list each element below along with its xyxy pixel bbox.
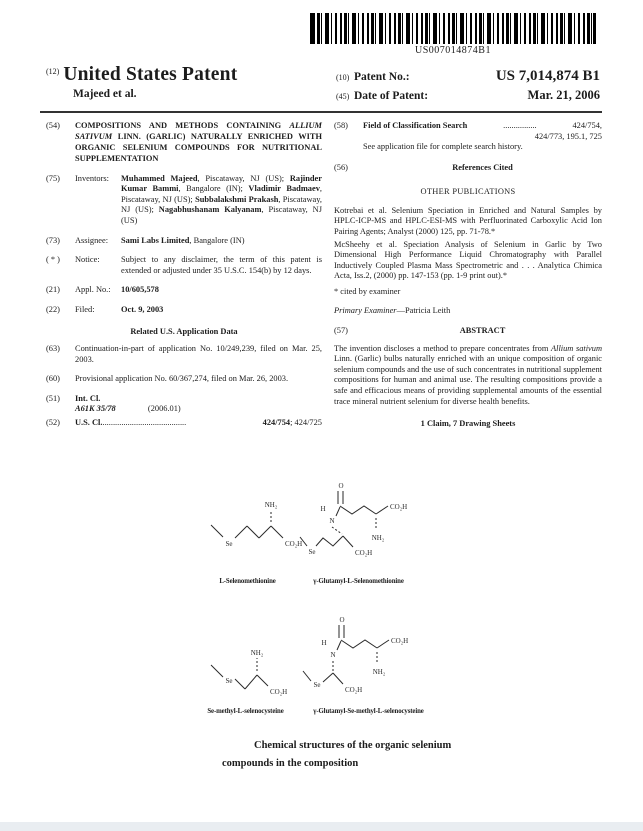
h-atom-label: H xyxy=(320,505,326,513)
title-latin-name: ALLIUM SATIVUM xyxy=(75,121,322,141)
structure-glutamyl-se-methyl-selenocysteine xyxy=(300,611,420,719)
kind-code-12: (12) xyxy=(46,67,60,76)
field-code-60: (60) xyxy=(46,374,60,384)
field-code-52: (52) xyxy=(46,417,60,427)
appl-no-number: 10/605,578 xyxy=(121,285,159,295)
structure-label-3: Se-methyl-L-selenocysteine xyxy=(207,708,284,715)
field-code-22: (22) xyxy=(46,304,60,314)
cip-entry xyxy=(46,344,322,365)
date-of-patent: Mar. 21, 2006 xyxy=(527,88,600,102)
date-of-patent-label: Date of Patent: xyxy=(354,90,429,102)
appl-no-label: Appl. No.: xyxy=(75,285,111,295)
co2h-atom-label: CO₂H xyxy=(270,688,288,696)
patent-header-right xyxy=(336,68,600,106)
field-code-10: (10) xyxy=(336,73,350,82)
co2h-atom-label: CO₂H xyxy=(345,686,363,694)
assignee-label: Assignee: xyxy=(75,235,109,245)
co2h-atom-label: CO₂H xyxy=(391,637,409,645)
page-edge xyxy=(0,822,643,831)
field-search-body xyxy=(363,121,602,153)
field-search-note: See application file for complete search history. xyxy=(363,142,523,152)
nh2-atom-label: NH₂ xyxy=(250,649,264,657)
nh2-atom-label: NH₂ xyxy=(264,501,278,509)
field-code-56: (56) xyxy=(334,162,348,172)
nh2-atom-label: NH₂ xyxy=(372,668,386,676)
inventor-name: Nagabhushanam Kalyanam xyxy=(158,205,262,215)
primary-examiner-line xyxy=(334,306,602,317)
us-cl-primary-class: 424/754 xyxy=(262,417,291,427)
int-cl-label: Int. Cl. xyxy=(75,393,101,403)
appl-no-value xyxy=(121,285,322,296)
o-atom-label: O xyxy=(338,482,344,490)
header-divider xyxy=(40,111,602,113)
co2h-atom-label: CO₂H xyxy=(285,540,303,548)
field-code-73: (73) xyxy=(46,235,60,245)
patent-header-left xyxy=(46,64,237,100)
co2h-atom-label: CO₂H xyxy=(390,503,408,511)
publication-1: Kotrebai et al. Selenium Speciation in Enriched and Natural Samples by HPLC-ICP-MS and HPLC-ESI-MS with Perfluorinated Carboxylic Acid Ion Pairing Agents; Analyst (2000) 125, pp. 71-78.* xyxy=(334,205,602,237)
field-code-54: (54) xyxy=(46,121,60,130)
structure-label-1: L-Selenomethionine xyxy=(219,578,276,585)
provisional-text: Provisional application No. 60/367,274, filed on Mar. 26, 2003. xyxy=(75,374,289,384)
us-cl-secondary-class: ; 424/725 xyxy=(290,417,322,427)
references-cited-row xyxy=(334,163,602,174)
field-code-45: (45) xyxy=(336,92,350,101)
notice-entry xyxy=(46,255,322,276)
patent-number: US 7,014,874 B1 xyxy=(495,68,600,84)
abstract-text xyxy=(334,344,602,407)
claims-drawing-line: 1 Claim, 7 Drawing Sheets xyxy=(420,419,516,429)
publication-2: McSheehy et al. Speciation Analysis of Selenium in Garlic by Two Dimensional High Performance Liquid Chromatography with Parallel Inductively Coupled Plasma Mass Spectrometric and . . . Analytica Chimica Acta, Iss.2, (2000) pp. 147-153 (pp. 1-9 print out).* xyxy=(334,239,602,281)
figure-caption-line2: compounds in the composition xyxy=(222,757,359,769)
field-code-63: (63) xyxy=(46,344,60,354)
structure-l-selenomethionine xyxy=(207,497,312,577)
title-text: COMPOSITIONS AND METHODS CONTAINING xyxy=(75,121,290,130)
us-cl-entry xyxy=(46,418,322,429)
abstract-post: Linn. (Garlic) bulbs naturally enriched with an unique composition of organic selenium compounds and the use of such concentrates in nutritional supplement compositions for human and animal use. The resulting compositions provide a safe and efficacious means of providing supplemental amounts of the essential trace mineral nutrient selenium for diverse health benefits. xyxy=(334,354,602,406)
barcode-image xyxy=(310,13,596,44)
invention-title xyxy=(75,121,322,165)
assignee-entry xyxy=(46,236,322,247)
cited-by-examiner: * cited by examiner xyxy=(334,286,401,296)
structure-label-2: γ-Glutamyl-L-Selenomethionine xyxy=(313,578,404,585)
cip-text: Continuation-in-part of application No. 10/249,239, filed on Mar. 25, 2003. xyxy=(75,344,322,364)
abstract-pre: The invention discloses a method to prepare concentrates from xyxy=(334,343,551,353)
references-cited-heading: References Cited xyxy=(452,162,513,172)
assignee-value xyxy=(121,236,322,247)
filed-label: Filed: xyxy=(75,304,95,314)
field-code-57: (57) xyxy=(334,326,348,336)
figure-caption-line1: Chemical structures of the organic selenium xyxy=(254,740,452,751)
title-text-cont: LINN. (GARLIC) NATURALLY ENRICHED WITH ORGANIC SELENIUM COMPOUNDS FOR NUTRITIONAL SUPPLEMENTATION xyxy=(75,131,322,163)
inventor-name: Vladimir Badmaev xyxy=(248,184,320,194)
field-code-51: (51) xyxy=(46,393,60,403)
int-cl-entry xyxy=(46,394,322,415)
field-search-entry xyxy=(334,121,602,153)
se-atom-label: Se xyxy=(225,677,233,685)
right-column xyxy=(334,121,602,430)
inventors-entry xyxy=(46,174,322,227)
inventor-location: , Bangalore (IN); xyxy=(178,184,249,194)
inventor-short-name: Majeed et al. xyxy=(73,88,137,100)
notice-text: Subject to any disclaimer, the term of this patent is extended or adjusted under 35 U.S.C. 154(b) by 12 days. xyxy=(121,255,322,275)
se-atom-label: Se xyxy=(225,540,233,548)
us-cl-label: U.S. Cl. xyxy=(75,417,103,427)
filed-entry xyxy=(46,305,322,316)
inventor-location: , Piscataway, NJ (US); xyxy=(197,173,290,183)
int-cl-body xyxy=(75,394,322,415)
left-column xyxy=(46,121,322,438)
inventor-location: , Piscataway, NJ (US); xyxy=(121,184,322,204)
assignee-location: , Bangalore (IN) xyxy=(189,235,245,245)
se-atom-label: Se xyxy=(308,548,316,556)
inventors-list xyxy=(121,174,322,227)
patent-no-label: Patent No.: xyxy=(354,71,410,83)
field-search-classes-1: 424/754, xyxy=(572,121,602,130)
n-atom-label: N xyxy=(330,651,336,659)
structure-label-4: γ-Glutamyl-Se-methyl-L-selenocysteine xyxy=(313,708,424,715)
barcode-number: US007014874B1 xyxy=(415,45,491,56)
primary-examiner-label: Primary Examiner xyxy=(334,305,397,315)
int-cl-code: A61K 35/78 xyxy=(75,404,116,414)
abstract-heading-row xyxy=(334,326,602,337)
structure-glutamyl-selenomethionine xyxy=(299,477,419,585)
figure-caption xyxy=(222,737,484,773)
n-atom-label: N xyxy=(329,517,335,525)
field-search-label: Field of Classification Search xyxy=(363,121,468,130)
o-atom-label: O xyxy=(339,616,345,624)
inventor-name: Rajinder Kumar Bammi xyxy=(121,173,322,194)
page-title: United States Patent xyxy=(63,64,238,85)
filed-value xyxy=(121,305,322,316)
related-data-heading: Related U.S. Application Data xyxy=(130,327,238,337)
field-code-21: (21) xyxy=(46,285,60,295)
other-publications-heading: OTHER PUBLICATIONS xyxy=(420,187,516,197)
inventor-name: Subbalakshmi Prakash xyxy=(195,194,279,204)
field-search-classes-2: 424/773, 195.1, 725 xyxy=(534,131,602,141)
field-code-75: (75) xyxy=(46,173,60,183)
field-code-58: (58) xyxy=(334,121,348,130)
barcode-block xyxy=(308,13,598,56)
se-atom-label: Se xyxy=(313,681,321,689)
inventor-location: , Piscataway, NJ (US) xyxy=(121,205,322,225)
nh2-atom-label: NH₂ xyxy=(371,534,385,542)
h-atom-label: H xyxy=(321,639,327,647)
primary-examiner-name: —Patricia Leith xyxy=(396,305,451,315)
structure-se-methyl-selenocysteine xyxy=(205,627,305,707)
title-entry xyxy=(46,121,322,165)
provisional-entry xyxy=(46,374,322,385)
inventor-location: , Piscataway, NJ (US); xyxy=(121,194,322,215)
notice-label: Notice: xyxy=(75,255,100,265)
appl-no-entry xyxy=(46,285,322,296)
filed-date: Oct. 9, 2003 xyxy=(121,304,164,314)
us-cl-body xyxy=(75,418,322,429)
us-cl-value xyxy=(263,418,322,429)
inventors-label: Inventors: xyxy=(75,173,109,183)
int-cl-year: (2006.01) xyxy=(147,404,181,414)
field-code-star: ( * ) xyxy=(46,255,60,265)
dotted-leader: ........................................ xyxy=(102,417,187,427)
abstract-latin-name: Allium sativum xyxy=(551,343,602,353)
co2h-atom-label: CO₂H xyxy=(355,549,373,557)
dotted-leader: ................ xyxy=(503,121,537,130)
inventor-name: Muhammed Majeed xyxy=(121,173,198,183)
assignee-name: Sami Labs Limited xyxy=(121,235,190,245)
abstract-heading: ABSTRACT xyxy=(459,326,506,336)
